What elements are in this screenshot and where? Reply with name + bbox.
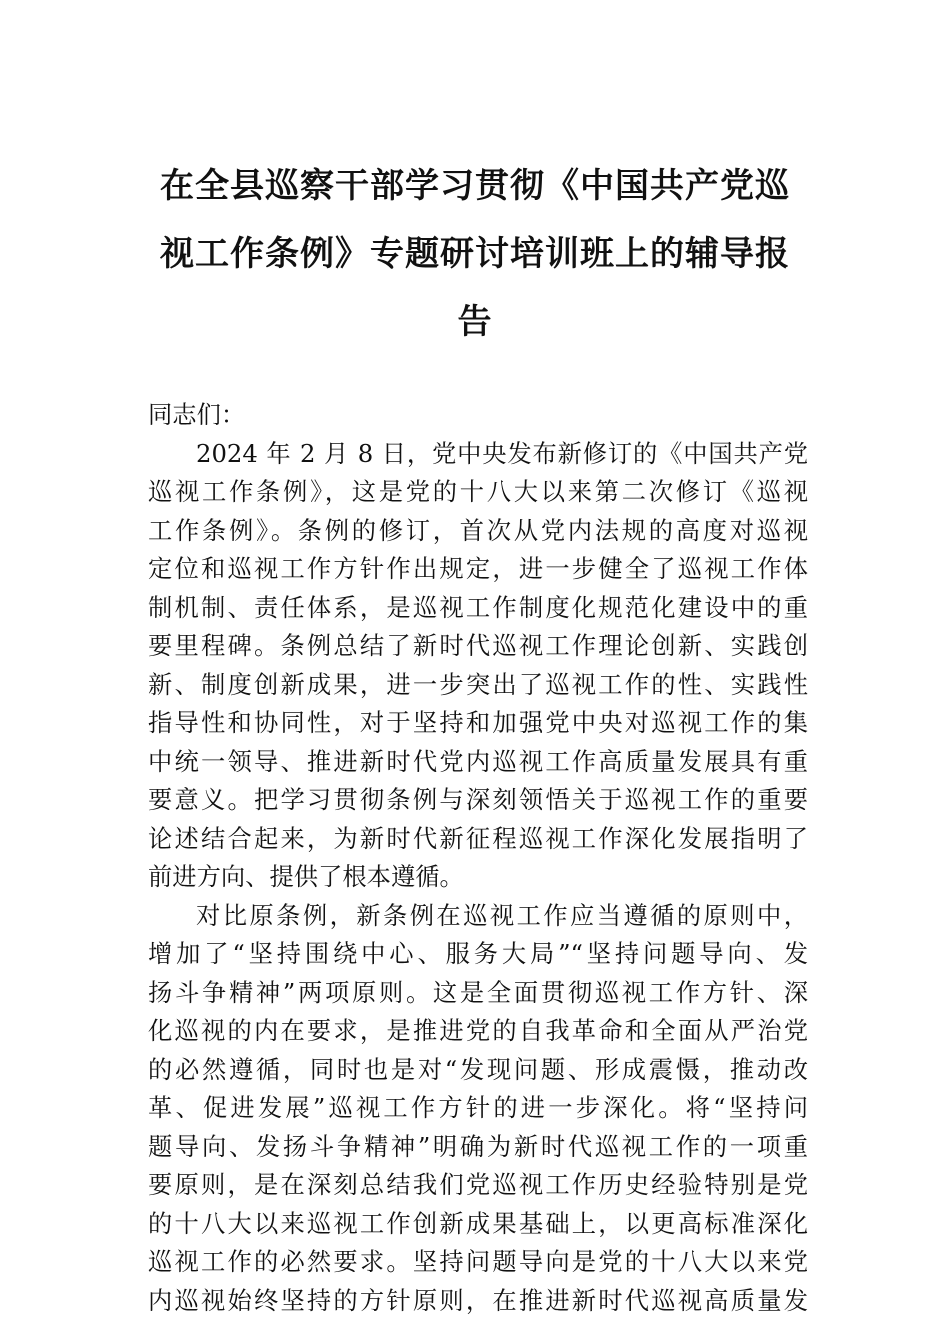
text-line: 扬斗争精神”两项原则。这是全面贯彻巡视工作方针、深 [148,977,808,1007]
text-line: 2024 年 2 月 8 日，党中央发布新修订的《中国共产党 [196,438,808,468]
text-line: 巡视工作条例》，这是党的十八大以来第二次修订《巡视 [148,477,808,506]
text-line: 内巡视始终坚持的方针原则，在推进新时代巡视高质量发 [148,1285,808,1315]
paragraph-2 [148,897,808,1321]
text-line: 中统一领导、推进新时代党内巡视工作高质量发展具有重 [148,746,808,776]
salutation: 同志们： [148,400,246,429]
paragraph-1 [148,435,808,897]
text-line: 革、促进发展”巡视工作方针的进一步深化。将“坚持问 [148,1093,808,1122]
title-line: 视工作条例》专题研讨培训班上的辅导报 [160,234,790,274]
text-line: 新、制度创新成果，进一步突出了巡视工作的性、实践性 [148,669,808,699]
text-line: 增加了“坚持围绕中心、服务大局”“坚持问题导向、发 [148,939,808,968]
title-line: 告 [457,302,493,342]
text-line: 对比原条例，新条例在巡视工作应当遵循的原则中， [196,900,808,930]
text-line: 题导向、发扬斗争精神”明确为新时代巡视工作的一项重 [148,1131,808,1161]
text-line: 化巡视的内在要求，是推进党的自我革命和全面从严治党 [148,1016,808,1045]
document-body [148,396,808,1320]
text-line: 的十八大以来巡视工作创新成果基础上，以更高标准深化 [148,1208,808,1238]
document-title [150,152,800,356]
text-line: 前进方向、提供了根本遵循。 [148,862,464,891]
text-line: 的必然遵循，同时也是对“发现问题、形成震慑，推动改 [148,1054,808,1084]
text-line: 制机制、责任体系，是巡视工作制度化规范化建设中的重 [148,592,808,622]
text-line: 巡视工作的必然要求。坚持问题导向是党的十八大以来党 [148,1247,808,1276]
text-line: 要意义。把学习贯彻条例与深刻领悟关于巡视工作的重要 [148,785,808,814]
title-line: 在全县巡察干部学习贯彻《中国共产党巡 [160,166,790,206]
text-line: 论述结合起来，为新时代新征程巡视工作深化发展指明了 [148,823,808,853]
text-line: 定位和巡视工作方针作出规定，进一步健全了巡视工作体 [148,554,808,583]
text-line: 工作条例》。条例的修订，首次从党内法规的高度对巡视 [148,515,808,545]
text-line: 要里程碑。条例总结了新时代巡视工作理论创新、实践创 [148,631,808,660]
text-line: 指导性和协同性，对于坚持和加强党中央对巡视工作的集 [148,708,808,737]
text-line: 要原则，是在深刻总结我们党巡视工作历史经验特别是党 [148,1170,808,1199]
